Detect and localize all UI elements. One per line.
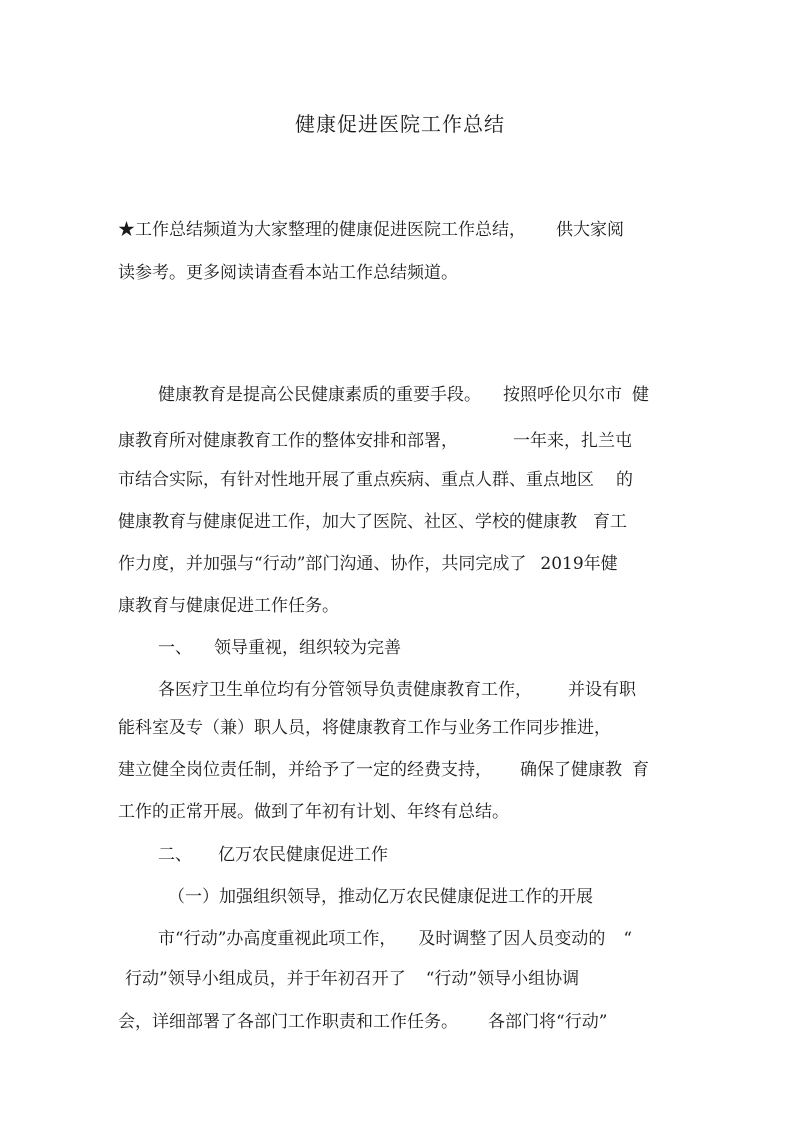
para-text: 及时调整了因人员变动的 bbox=[418, 929, 606, 949]
para3-line-2 bbox=[125, 967, 579, 991]
para-text: 市结合实际，有针对性地开展了重点疾病、重点人群、重点地区 bbox=[118, 470, 594, 490]
para-text: 2019年健 bbox=[540, 554, 618, 574]
para-text: 健 bbox=[632, 385, 649, 405]
para3-line-1 bbox=[158, 927, 632, 951]
section-heading-2 bbox=[158, 843, 388, 867]
para2-line-4: 工作的正常开展。做到了年初有计划、年终有总结。 bbox=[118, 802, 509, 822]
heading-number: 二、 bbox=[158, 845, 192, 865]
para-text: 各医疗卫生单位均有分管领导负责健康教育工作， bbox=[158, 680, 532, 700]
para-text: 作力度，并加强与“行动”部门沟通、协作，共同完成了 bbox=[118, 554, 527, 574]
intro-text: 供大家阅 bbox=[556, 220, 624, 240]
para-text: 按照呼伦贝尔市 bbox=[503, 385, 622, 405]
para-text: 的 bbox=[616, 470, 633, 490]
heading-number: 一、 bbox=[158, 638, 192, 658]
intro-line-1 bbox=[118, 218, 624, 242]
subheading-1: （一）加强组织领导，推动亿万农民健康促进工作的开展 bbox=[168, 887, 593, 907]
document-title: 健康促进医院工作总结 bbox=[295, 112, 505, 136]
para2-line-1 bbox=[158, 678, 636, 702]
para1-line-1 bbox=[158, 383, 649, 407]
para-text: 并设有职 bbox=[568, 680, 636, 700]
para-text: 各部门将“行动” bbox=[488, 1012, 608, 1032]
para-text: 一年来，扎兰屯 bbox=[513, 431, 632, 451]
para-text: 育 bbox=[632, 760, 649, 780]
para1-line-2 bbox=[118, 429, 632, 453]
heading-text: 领导重视，组织较为完善 bbox=[214, 638, 401, 658]
para3-line-3 bbox=[118, 1010, 607, 1034]
para-text: 建立健全岗位责任制，并给予了一定的经费支持， bbox=[118, 760, 492, 780]
heading-text: 亿万农民健康促进工作 bbox=[218, 845, 388, 865]
section-heading-1 bbox=[158, 636, 401, 660]
para-text: 健康教育与健康促进工作，加大了医院、社区、学校的健康教 bbox=[118, 512, 577, 532]
intro-line-2: 读参考。更多阅读请查看本站工作总结频道。 bbox=[118, 263, 458, 283]
para-text: 确保了健康教 bbox=[520, 760, 622, 780]
para-text: 市“行动”办高度重视此项工作， bbox=[158, 929, 397, 949]
para-text: “行动”领导小组协调 bbox=[425, 969, 580, 989]
para-text: 育工 bbox=[593, 512, 627, 532]
para-text: 康教育所对健康教育工作的整体安排和部署， bbox=[118, 431, 458, 451]
para2-line-2: 能科室及专（兼）职人员，将健康教育工作与业务工作同步推进， bbox=[118, 718, 611, 738]
para1-line-3 bbox=[118, 468, 633, 492]
para1-line-6: 康教育与健康促进工作任务。 bbox=[118, 596, 339, 616]
para1-line-4 bbox=[118, 510, 627, 534]
para1-line-5 bbox=[118, 552, 618, 576]
para-text: 行动”领导小组成员，并于年初召开了 bbox=[125, 969, 406, 989]
para2-line-3 bbox=[118, 758, 649, 782]
para-text: 会，详细部署了各部门工作职责和工作任务。 bbox=[118, 1012, 458, 1032]
intro-text: ★工作总结频道为大家整理的健康促进医院工作总结， bbox=[118, 220, 526, 240]
para-text: “ bbox=[623, 929, 633, 949]
para-text: 健康教育是提高公民健康素质的重要手段。 bbox=[158, 385, 481, 405]
